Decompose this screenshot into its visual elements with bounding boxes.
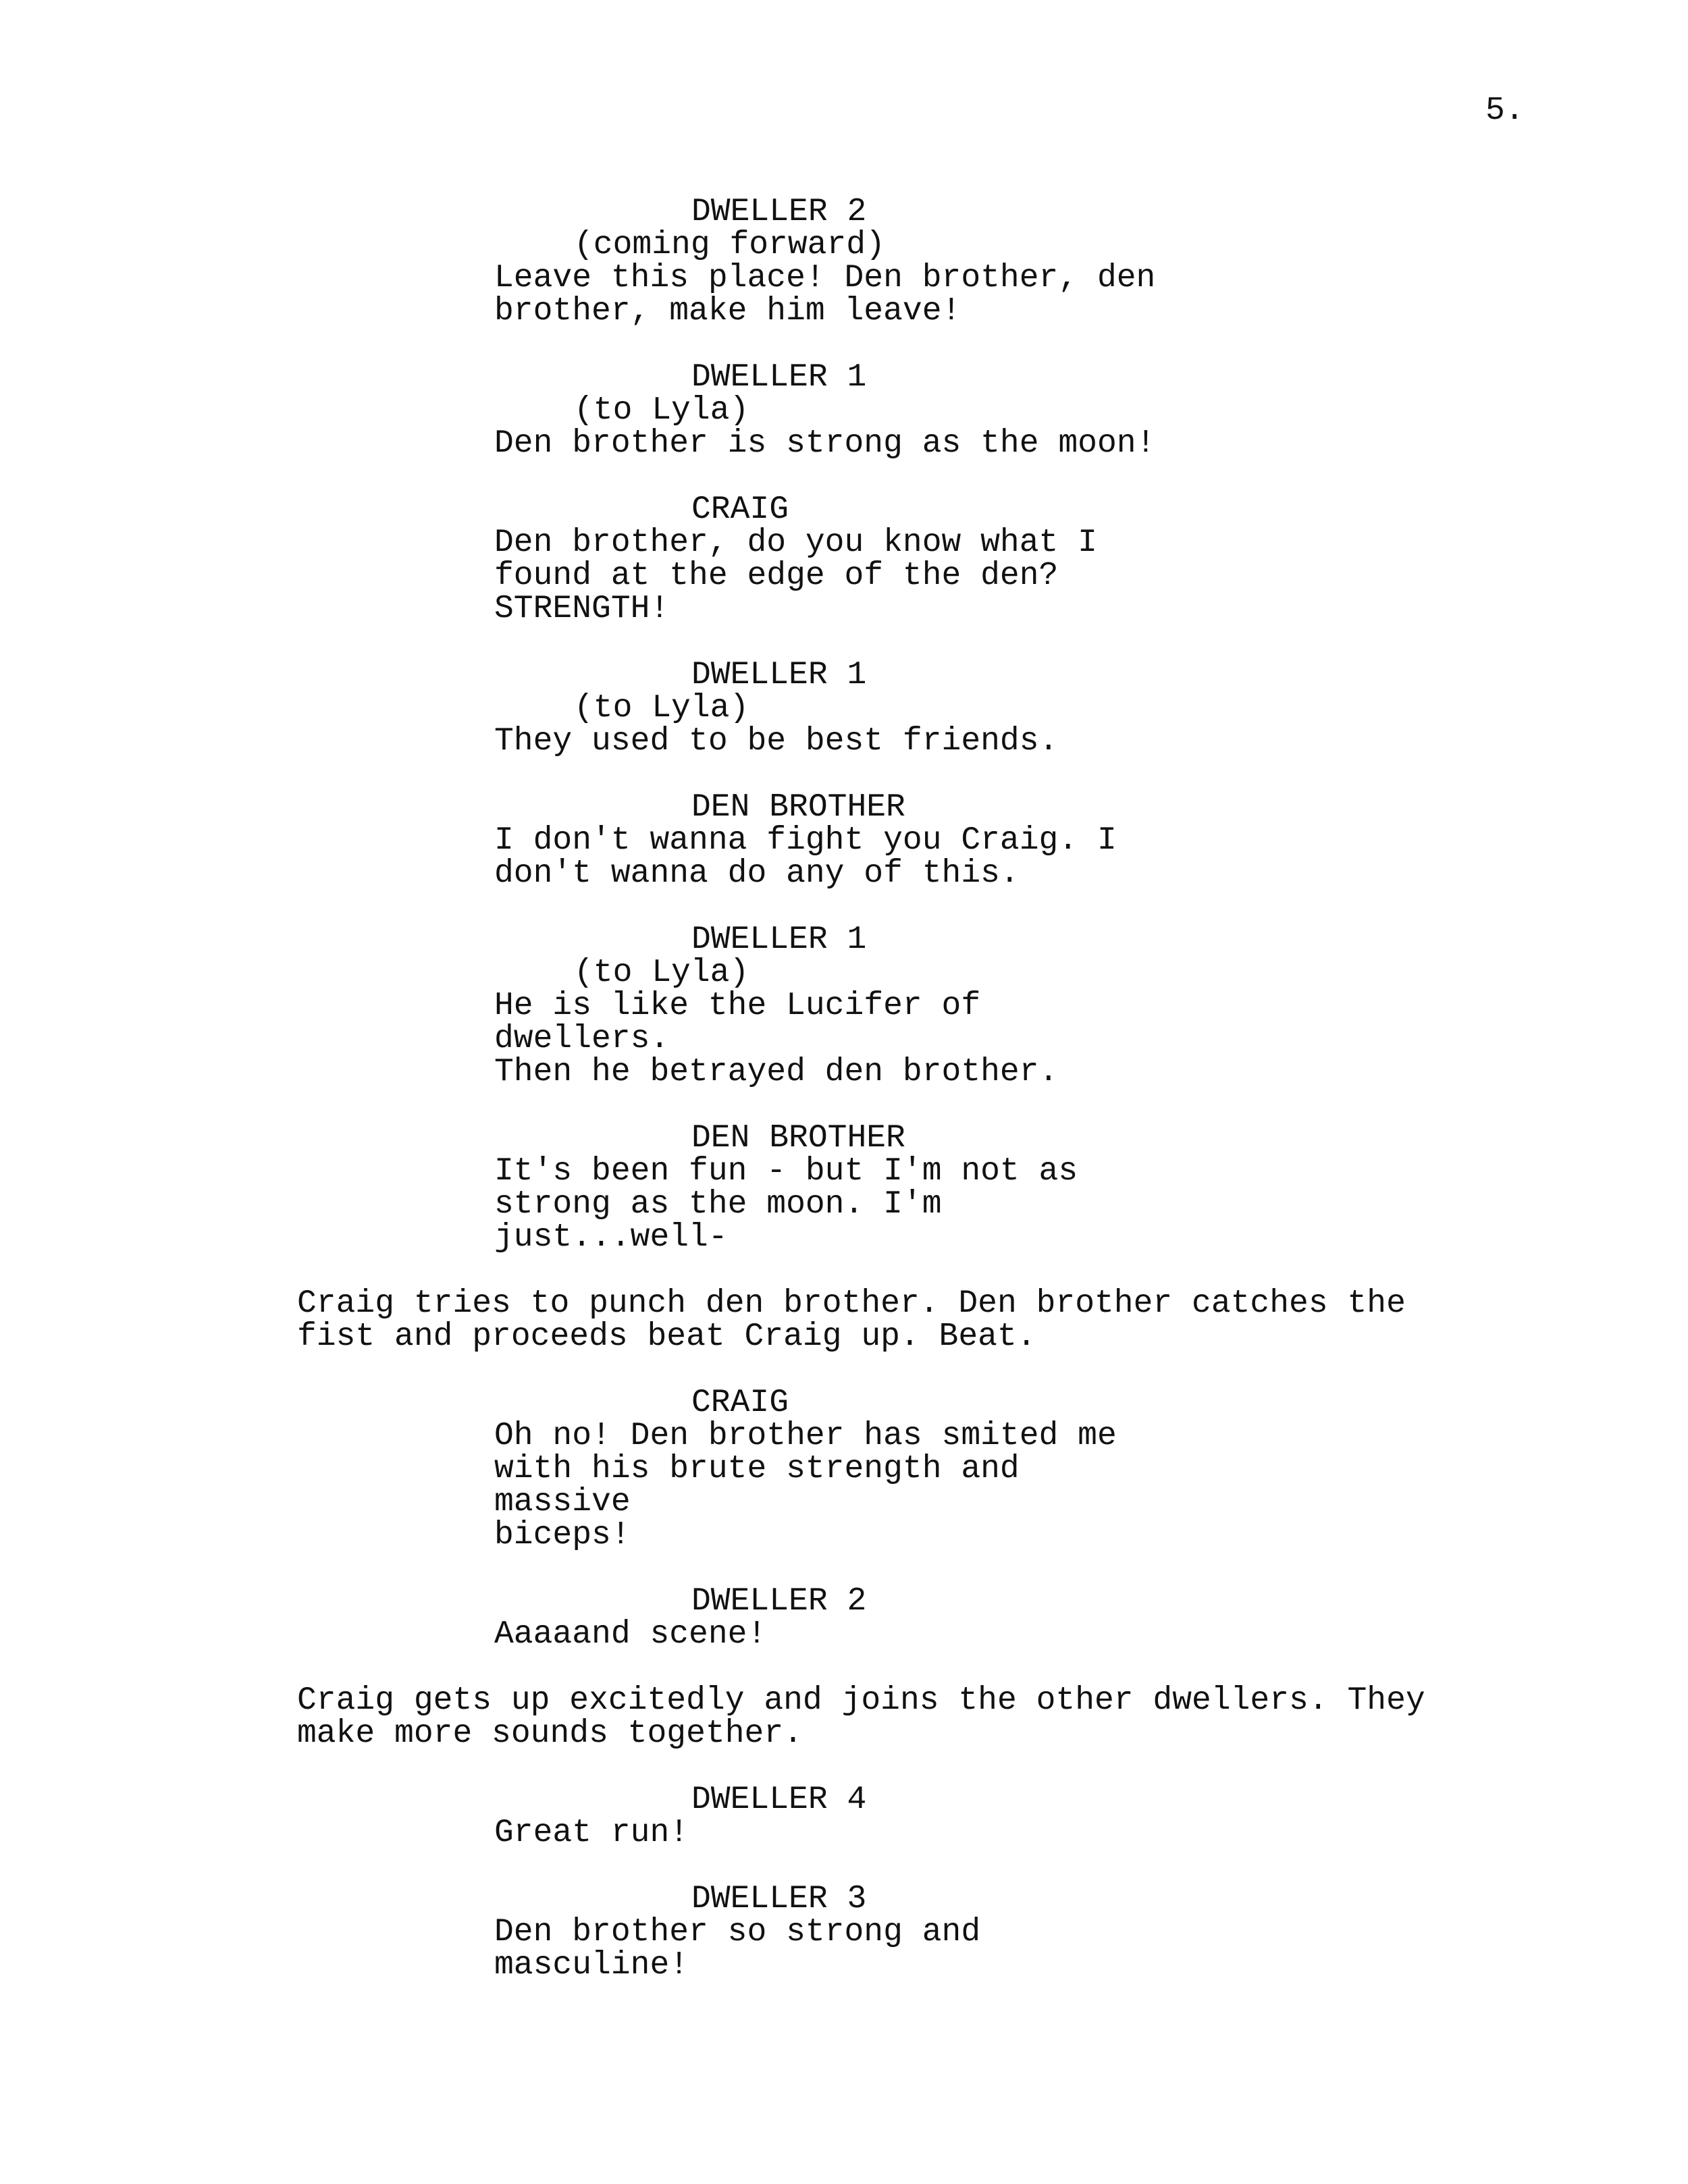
character-name: DWELLER 1 xyxy=(691,922,867,958)
dialogue-text: He is like the Lucifer of dwellers. Then he betrayed den brother. xyxy=(494,988,1059,1090)
character-name: DWELLER 1 xyxy=(691,657,867,693)
dialogue-text: Aaaaand scene! xyxy=(494,1616,767,1653)
dialogue-block xyxy=(0,1784,1688,1850)
character-name: DWELLER 4 xyxy=(691,1782,867,1818)
script-body xyxy=(0,196,1688,2015)
character-name: DWELLER 3 xyxy=(691,1881,867,1917)
dialogue-block xyxy=(0,1122,1688,1254)
parenthetical: (coming forward) xyxy=(574,227,885,263)
character-name: DEN BROTHER xyxy=(691,789,905,826)
dialogue-text: Leave this place! Den brother, den brother, make him leave! xyxy=(494,260,1156,329)
dialogue-block xyxy=(0,1883,1688,1982)
parenthetical: (to Lyla) xyxy=(574,690,749,726)
dialogue-text: I don't wanna fight you Craig. I don't wanna do any of this. xyxy=(494,822,1117,892)
dialogue-block xyxy=(0,196,1688,328)
dialogue-text: Oh no! Den brother has smited me with his brute strength and massive biceps! xyxy=(494,1418,1117,1553)
character-name: DWELLER 2 xyxy=(691,1583,867,1620)
dialogue-block xyxy=(0,1585,1688,1651)
character-name: CRAIG xyxy=(691,491,789,528)
dialogue-block xyxy=(0,924,1688,1089)
action-text: Craig tries to punch den brother. Den brother catches the fist and proceeds beat Craig up. Beat. xyxy=(297,1285,1406,1355)
action-block xyxy=(0,1684,1688,1751)
dialogue-block xyxy=(0,1387,1688,1552)
dialogue-block xyxy=(0,491,1688,627)
dialogue-text: It's been fun - but I'm not as strong as the moon. I'm just...well- xyxy=(494,1153,1078,1256)
dialogue-block xyxy=(0,361,1688,460)
character-name: DWELLER 1 xyxy=(691,359,867,396)
dialogue-text: Great run! xyxy=(494,1815,689,1851)
page-number: 5. xyxy=(1485,92,1525,129)
character-name: CRAIG xyxy=(691,1385,789,1421)
dialogue-text: They used to be best friends. xyxy=(494,723,1059,760)
dialogue-block xyxy=(0,659,1688,758)
dialogue-text: Den brother so strong and masculine! xyxy=(494,1914,981,1983)
action-block xyxy=(0,1287,1688,1354)
action-text: Craig gets up excitedly and joins the other dwellers. They make more sounds together. xyxy=(297,1682,1425,1752)
parenthetical: (to Lyla) xyxy=(574,392,749,429)
parenthetical: (to Lyla) xyxy=(574,955,749,991)
dialogue-text: Den brother, do you know what I found at the edge of the den? STRENGTH! xyxy=(494,525,1097,627)
dialogue-text: Den brother is strong as the moon! xyxy=(494,425,1156,462)
character-name: DWELLER 2 xyxy=(691,194,867,230)
dialogue-block xyxy=(0,791,1688,890)
character-name: DEN BROTHER xyxy=(691,1120,905,1156)
